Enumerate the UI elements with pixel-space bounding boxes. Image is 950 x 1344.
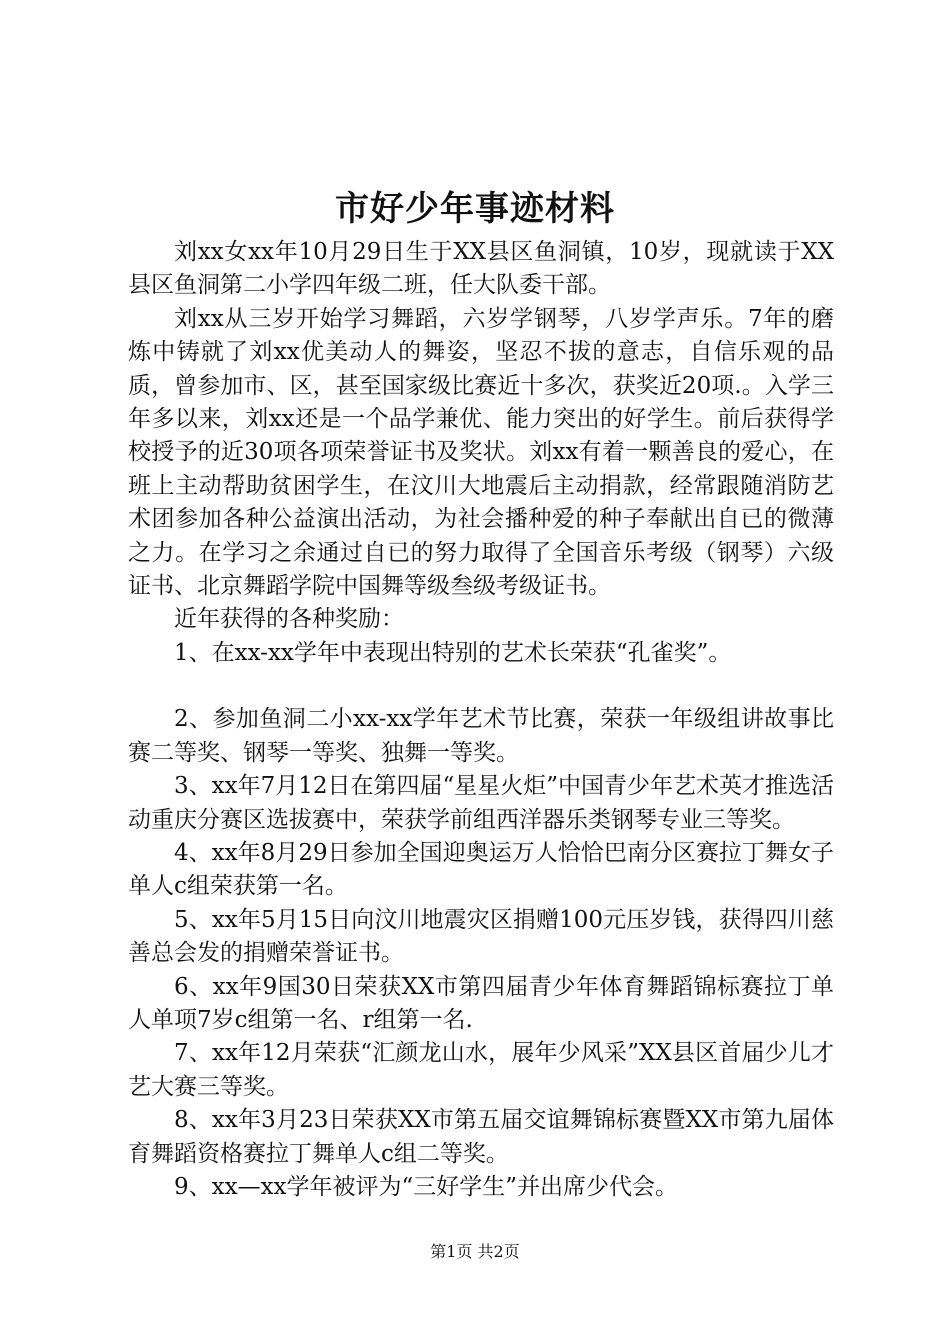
paragraph-awards-heading: 近年获得的各种奖励：: [174, 606, 404, 633]
paragraph-intro: 刘xx女xx年10月29日生于XX县区鱼洞镇，10岁，现就读于XX县区鱼洞第二小学四年级二班，任大队委干部。: [128, 239, 834, 299]
award-item-5: 5、xx年5月15日向汶川地震灾区捐赠100元压岁钱，获得四川慈善总会发的捐赠荣誉证书。: [128, 906, 834, 967]
award-item-2: 2、参加鱼洞二小xx-xx学年艺术节比赛，荣获一年级组讲故事比赛二等奖、钢琴一等奖、独舞一等奖。: [128, 706, 834, 766]
award-item-9: 9、xx—xx学年被评为“三好学生”并出席少代会。: [174, 1173, 679, 1200]
award-item-6: 6、xx年9国30日荣获XX市第四届青少年体育舞蹈锦标赛拉丁单人单项7岁c组第一名、r组第一名.: [128, 973, 834, 1033]
award-item-3: 3、xx年7月12日在第四届“星星火炬”中国青少年艺术英才推选活动重庆分赛区选拔赛中，荣获学前组西洋器乐类钢琴专业三等奖。: [128, 773, 834, 833]
award-item-1: 1、在xx-xx学年中表现出特别的艺术长荣获“孔雀奖”。: [174, 639, 732, 666]
document-title: 市好少年事迹材料: [335, 189, 615, 229]
document-body: [128, 236, 834, 1204]
award-item-4: 4、xx年8月29日参加全国迎奥运万人恰恰巴南分区赛拉丁舞女子单人c组荣获第一名。: [128, 839, 834, 900]
award-item-7: 7、xx年12月荣获“汇颜龙山水，展年少风采”XX县区首届少儿才艺大赛三等奖。: [128, 1040, 834, 1100]
page-number-footer: 第1页 共2页: [430, 1242, 520, 1261]
paragraph-background: 刘xx从三岁开始学习舞蹈，六岁学钢琴，八岁学声乐。7年的磨炼中铸就了刘xx优美动人的舞姿，坚忍不拔的意志，自信乐观的品质，曾参加市、区，甚至国家级比赛近十多次，获奖近20项.。入学三年多以来，刘xx还是一个品学兼优、能力突出的好学生。前后获得学校授予的近30项各项荣誉证书及奖状。刘xx有着一颗善良的爱心，在班上主动帮助贫困学生，在汶川大地震后主动捐款，经常跟随消防艺术团参加各种公益演出活动，为社会播种爱的种子奉献出自已的微薄之力。在学习之余通过自已的努力取得了全国音乐考级（钢琴）六级证书、北京舞蹈学院中国舞等级叁级考级证书。: [128, 305, 834, 600]
award-item-8: 8、xx年3月23日荣获XX市第五届交谊舞锦标赛暨XX市第九届体育舞蹈资格赛拉丁舞单人c组二等奖。: [128, 1107, 834, 1167]
